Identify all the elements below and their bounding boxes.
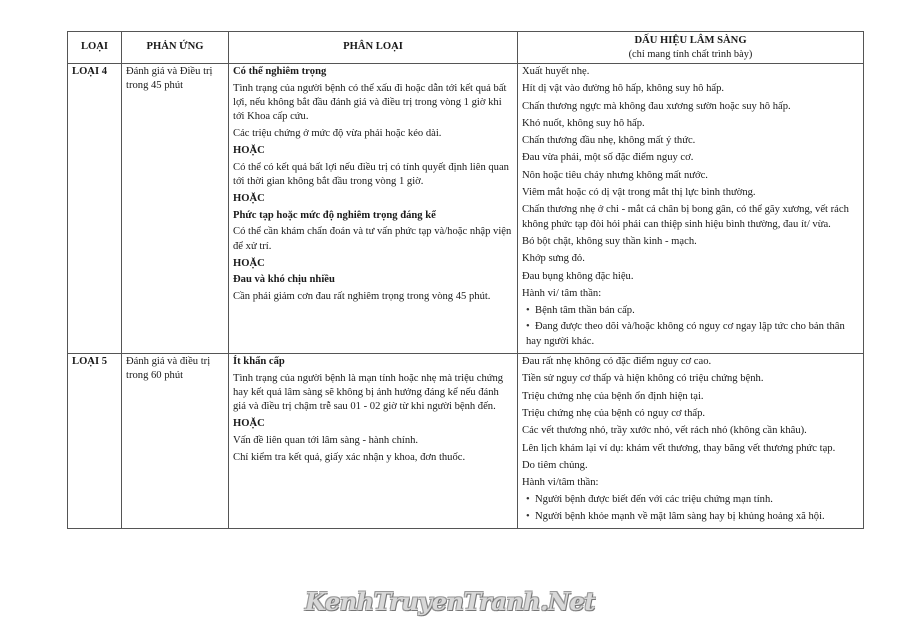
classification-heading: HOẶC <box>233 144 265 156</box>
clinical-sign: Đau vừa phải, một số đặc điểm nguy cơ. <box>522 152 694 164</box>
classification-heading: Ít khẩn cấp <box>233 356 285 368</box>
clinical-sign: Triệu chứng nhẹ của bệnh ổn định hiện tại. <box>522 390 704 402</box>
classification-heading: Phức tạp hoặc mức độ nghiêm trọng đáng kể <box>233 209 436 221</box>
clinical-sign-bullet <box>522 510 859 524</box>
row-classification <box>229 354 518 529</box>
clinical-sign: Chấn thương ngực mà không đau xương sườn hoặc suy hô hấp. <box>522 100 791 112</box>
clinical-sign: Xuất huyết nhẹ. <box>522 66 590 77</box>
clinical-sign: Nôn hoặc tiêu chảy nhưng không mất nước. <box>522 169 708 181</box>
row-clinical-signs <box>518 354 864 529</box>
classification-text: Có thể cần khám chẩn đoán và tư vấn phức tạp và/hoặc nhập viện để xử trí. <box>233 226 512 252</box>
header-phan-loai: PHÂN LOẠI <box>229 32 518 64</box>
bullet-icon: • <box>526 305 530 317</box>
classification-text: Các triệu chứng ở mức độ vừa phải hoặc kéo dài. <box>233 128 442 140</box>
clinical-sign-bullet <box>522 304 859 318</box>
header-dau-hieu-title: DẤU HIỆU LÂM SÀNG <box>634 34 747 46</box>
clinical-sign: Do tiêm chủng. <box>522 459 588 471</box>
header-dau-hieu-subtitle: (chỉ mang tính chất trình bày) <box>628 49 753 61</box>
bullet-text: Đang được theo dõi và/hoặc không có nguy cơ ngay lập tức cho bản thân hay người khác. <box>526 321 845 347</box>
classification-heading: Đau và khó chịu nhiều <box>233 274 335 286</box>
clinical-sign: Triệu chứng nhẹ của bệnh có nguy cơ thấp. <box>522 407 706 419</box>
triage-table <box>67 31 864 529</box>
classification-heading: HOẶC <box>233 418 265 430</box>
classification-text: Có thể có kết quả bất lợi nếu điều trị có tính quyết định liên quan tới thời gian không bắt đầu trong vòng 1 giờ. <box>233 161 509 188</box>
clinical-sign: Lên lịch khám lại ví dụ: khám vết thương, thay băng vết thương phức tạp. <box>522 442 836 454</box>
clinical-sign: Các vết thương nhỏ, trầy xước nhỏ, vết rách nhỏ (không cần khâu). <box>522 425 807 437</box>
clinical-sign-bullet <box>522 493 859 507</box>
row-clinical-signs <box>518 64 864 354</box>
classification-heading: HOẶC <box>233 192 265 204</box>
clinical-sign: Hít dị vật vào đường hô hấp, không suy hô hấp. <box>522 83 725 95</box>
clinical-sign-bullet <box>522 320 859 349</box>
classification-heading: Có thể nghiêm trọng <box>233 66 327 77</box>
clinical-sign: Hành vi/ tâm thần: <box>522 287 602 299</box>
classification-text: Tình trạng của người bệnh là mạn tính hoặc nhẹ mà triệu chứng hay kết quả lâm sàng sẽ không bị ảnh hưởng đáng kể nếu đánh giá và điều trị chậm trễ sau 01 - 02 giờ từ khi người bệnh đến. <box>233 372 504 413</box>
header-row <box>68 32 864 64</box>
row-response-time: Đánh giá và Điều trị trong 45 phút <box>122 64 229 354</box>
clinical-sign: Khó nuốt, không suy hô hấp. <box>522 117 645 129</box>
bullet-text: Bệnh tâm thần bán cấp. <box>535 305 635 317</box>
header-phan-ung: PHẢN ỨNG <box>122 32 229 64</box>
row-response-time: Đánh giá và điều trị trong 60 phút <box>122 354 229 529</box>
row-classification <box>229 64 518 354</box>
table-row-loai-5 <box>68 354 864 529</box>
table-row-loai-4 <box>68 64 864 354</box>
classification-text: Tình trạng của người bệnh có thể xấu đi hoặc dẫn tới kết quả bất lợi, nếu không bắt đầu đánh giá và điều trị trong vòng 1 giờ khi tới Khoa cấp cứu. <box>233 82 507 123</box>
classification-text: Cần phải giảm cơn đau rất nghiêm trọng trong vòng 45 phút. <box>233 291 491 303</box>
clinical-sign: Đau rất nhẹ không có đặc điểm nguy cơ cao. <box>522 356 712 368</box>
clinical-sign: Viêm mắt hoặc có dị vật trong mắt thị lực bình thường. <box>522 187 756 199</box>
clinical-sign: Bó bột chặt, không suy thần kinh - mạch. <box>522 235 697 247</box>
classification-text: Chỉ kiểm tra kết quả, giấy xác nhận y khoa, đơn thuốc. <box>233 451 466 463</box>
bullet-icon: • <box>526 321 530 333</box>
bullet-text: Người bệnh được biết đến với các triệu chứng mạn tính. <box>535 494 773 506</box>
row-category-label: LOẠI 5 <box>68 354 122 529</box>
clinical-sign: Đau bụng không đặc hiệu. <box>522 270 634 282</box>
watermark-logo: KenhTruyenTranh.Net <box>305 587 595 616</box>
clinical-sign: Hành vi/tâm thần: <box>522 477 599 489</box>
clinical-sign: Chấn thương nhẹ ở chi - mắt cá chân bị bong gân, có thể gãy xương, vết rách không phức tạp đòi hỏi phải can thiệp sinh hiệu bình thường, đau ít/ vừa. <box>522 204 849 230</box>
bullet-text: Người bệnh khỏe mạnh về mặt lâm sàng hay bị khủng hoảng xã hội. <box>535 510 825 522</box>
clinical-sign: Khớp sưng đỏ. <box>522 253 585 265</box>
header-dau-hieu <box>518 32 864 64</box>
clinical-sign: Chấn thương đầu nhẹ, không mất ý thức. <box>522 135 696 147</box>
classification-heading: HOẶC <box>233 257 265 269</box>
bullet-icon: • <box>526 494 530 506</box>
clinical-sign: Tiền sử nguy cơ thấp và hiện không có triệu chứng bệnh. <box>522 373 764 385</box>
row-category-label: LOẠI 4 <box>68 64 122 354</box>
header-loai: LOẠI <box>68 32 122 64</box>
bullet-icon: • <box>526 510 530 522</box>
classification-text: Vấn đề liên quan tới lâm sàng - hành chính. <box>233 435 419 447</box>
